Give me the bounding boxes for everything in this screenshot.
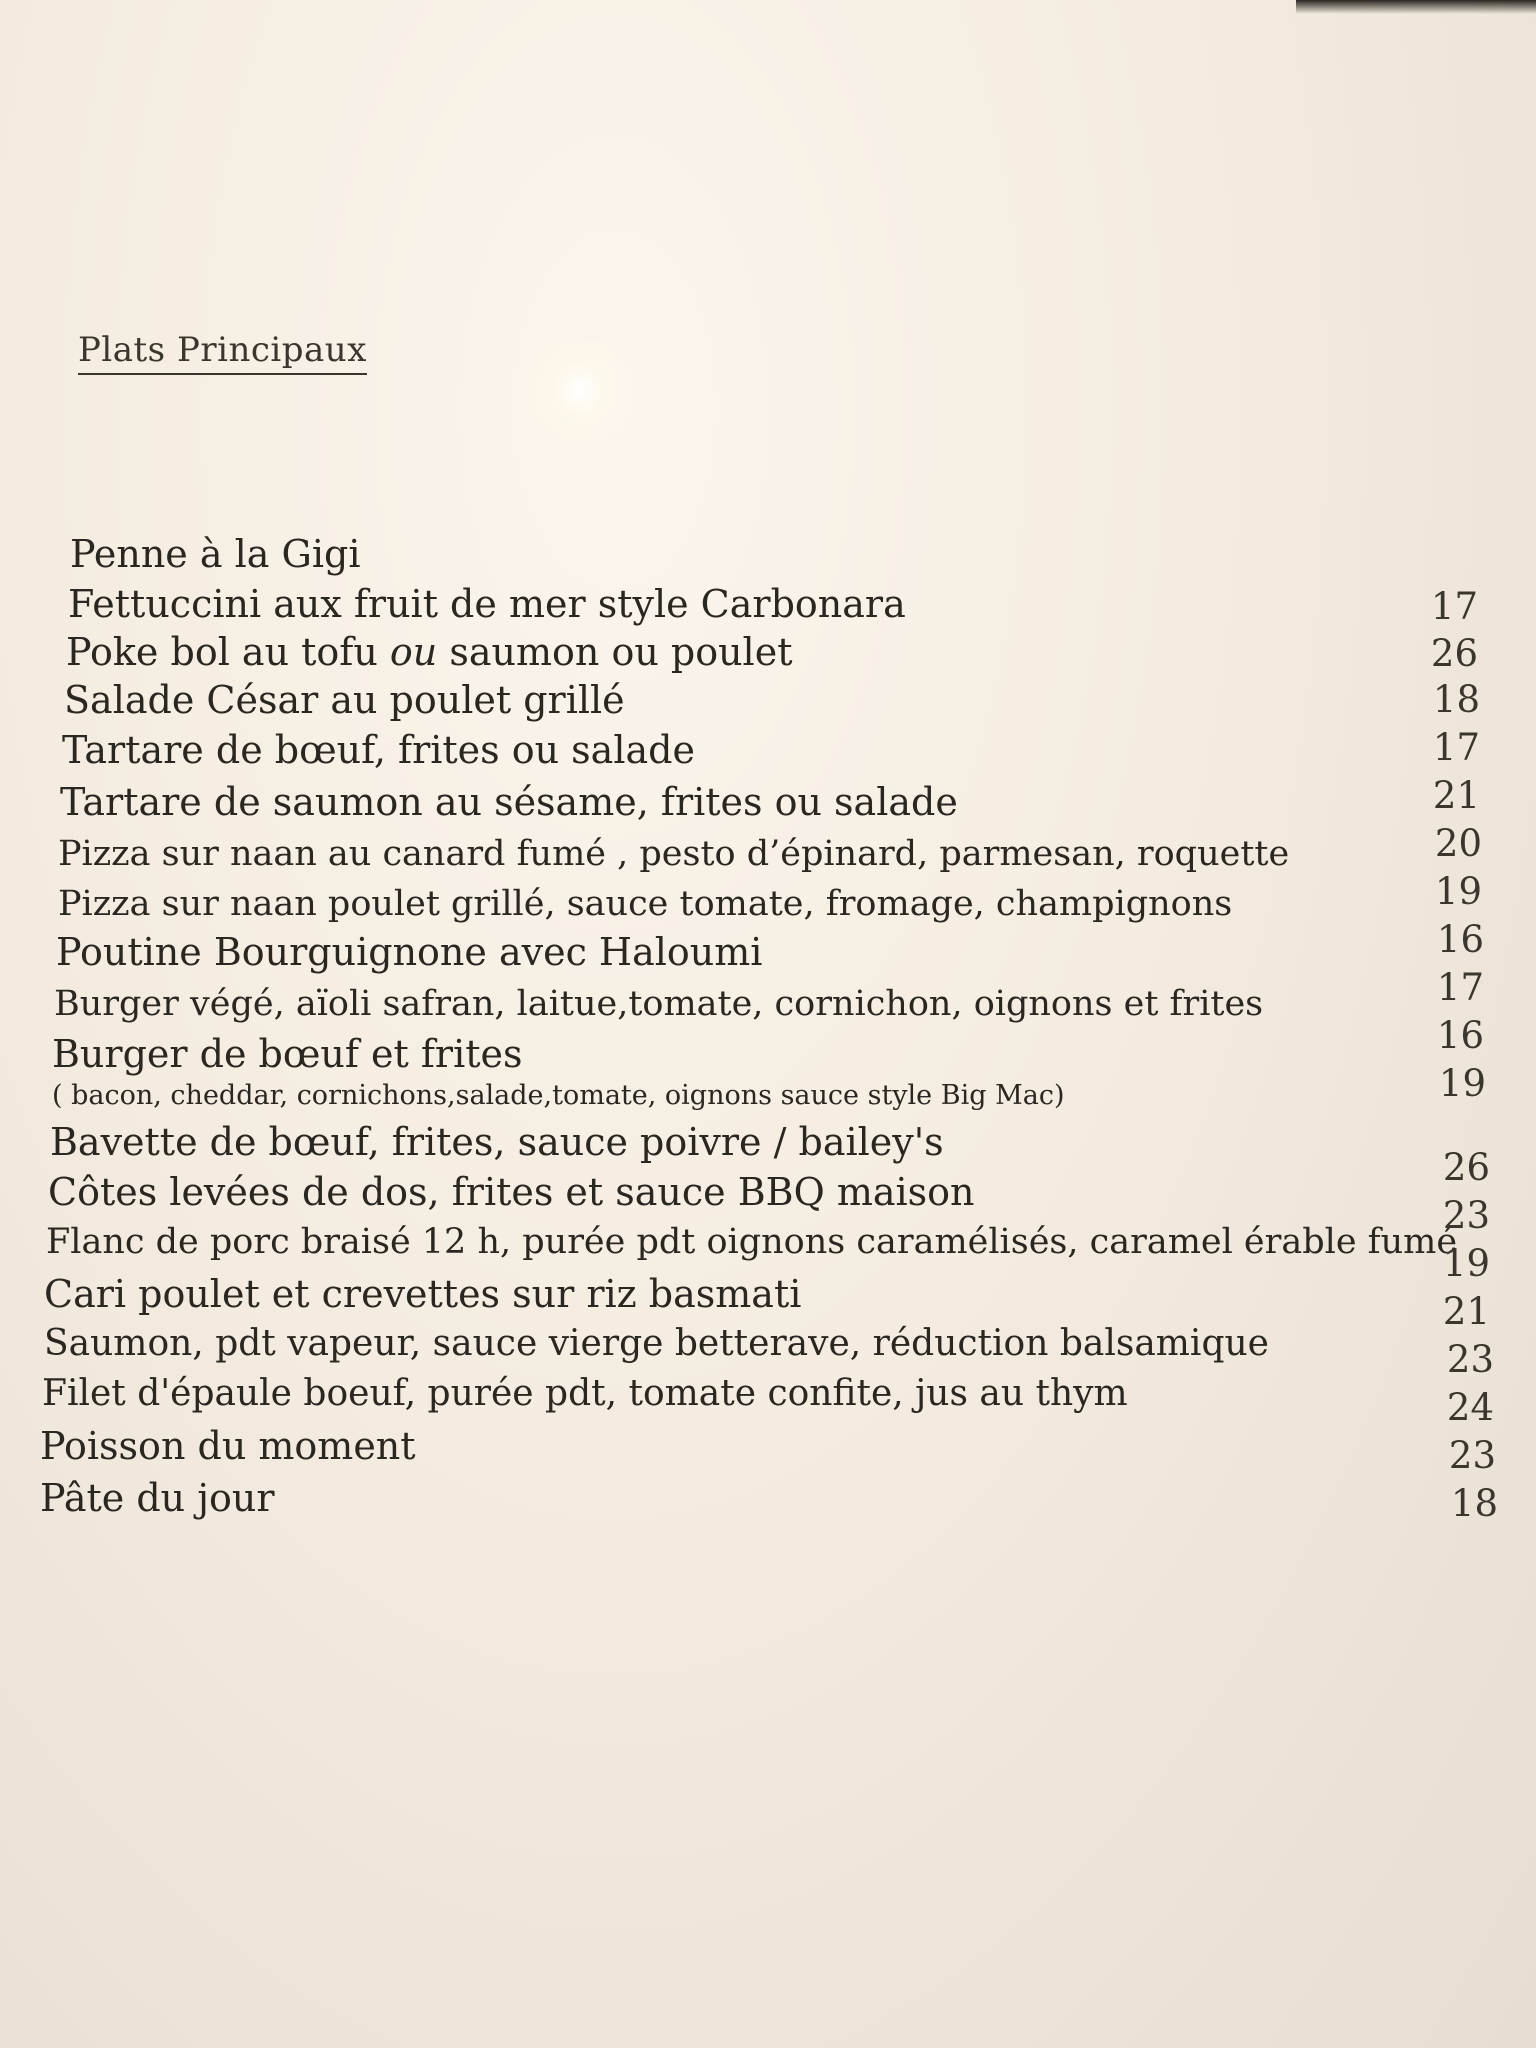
menu-item-name: Filet d'épaule boeuf, purée pdt, tomate confite, jus au thym — [42, 1373, 1128, 1414]
menu-item-name: Poisson du moment — [40, 1424, 416, 1468]
menu-item-name: Pizza sur naan poulet grillé, sauce tomate, fromage, champignons — [58, 884, 1233, 924]
menu-item-name: Tartare de saumon au sésame, frites ou salade — [60, 780, 958, 824]
menu-item-price: 19 — [1434, 870, 1482, 913]
menu-item-price: 17 — [1430, 585, 1478, 628]
menu-item-name: Cari poulet et crevettes sur riz basmati — [44, 1272, 802, 1316]
menu-item-name: Pizza sur naan au canard fumé , pesto d’épinard, parmesan, roquette — [58, 834, 1290, 874]
menu-item-price: 21 — [1432, 774, 1480, 817]
menu-item-price: 20 — [1434, 822, 1482, 865]
menu-item-name: Tartare de bœuf, frites ou salade — [62, 728, 695, 772]
menu-item-price: 17 — [1436, 966, 1484, 1009]
menu-item-name: Bavette de bœuf, frites, sauce poivre / bailey's — [50, 1120, 944, 1164]
menu-item-price: 26 — [1442, 1146, 1490, 1189]
menu-item-price: 23 — [1446, 1338, 1494, 1381]
menu-item-name: Poutine Bourguignone avec Haloumi — [56, 930, 763, 974]
menu-item-description: ( bacon, cheddar, cornichons,salade,tomate, oignons sauce style Big Mac) — [52, 1080, 1065, 1111]
menu-item-price: 19 — [1442, 1242, 1490, 1285]
menu-item-name: Burger de bœuf et frites — [52, 1032, 523, 1076]
menu-item-price: 19 — [1438, 1062, 1486, 1105]
menu-item-name: Pâte du jour — [40, 1476, 275, 1520]
menu-item-price: 16 — [1436, 918, 1484, 961]
menu-item-name: Poke bol au tofu ou saumon ou poulet — [66, 630, 793, 674]
menu-item-name: Burger végé, aïoli safran, laitue,tomate, cornichon, oignons et frites — [54, 984, 1264, 1024]
menu-item-price: 16 — [1436, 1014, 1484, 1057]
menu-item-name: Fettuccini aux fruit de mer style Carbonara — [68, 582, 906, 626]
menu-item-price: 26 — [1430, 632, 1478, 675]
menu-item-name: Côtes levées de dos, frites et sauce BBQ maison — [48, 1170, 975, 1214]
menu-item-price: 17 — [1432, 726, 1480, 769]
menu-item-price: 24 — [1446, 1386, 1494, 1429]
menu-item-name: Salade César au poulet grillé — [64, 678, 625, 722]
menu-item-price: 18 — [1450, 1482, 1498, 1525]
light-glare — [520, 330, 640, 450]
menu-item-name: Penne à la Gigi — [70, 532, 361, 576]
page-edge-shadow — [1296, 0, 1536, 14]
menu-item-price: 23 — [1442, 1194, 1490, 1237]
menu-item-name: Saumon, pdt vapeur, sauce vierge betterave, réduction balsamique — [44, 1323, 1269, 1364]
menu-item-price: 23 — [1448, 1434, 1496, 1477]
section-title: Plats Principaux — [78, 330, 367, 375]
menu-item-name: Flanc de porc braisé 12 h, purée pdt oignons caramélisés, caramel érable fumé — [46, 1222, 1458, 1262]
menu-item-price: 21 — [1442, 1290, 1490, 1333]
menu-item-price: 18 — [1432, 678, 1480, 721]
